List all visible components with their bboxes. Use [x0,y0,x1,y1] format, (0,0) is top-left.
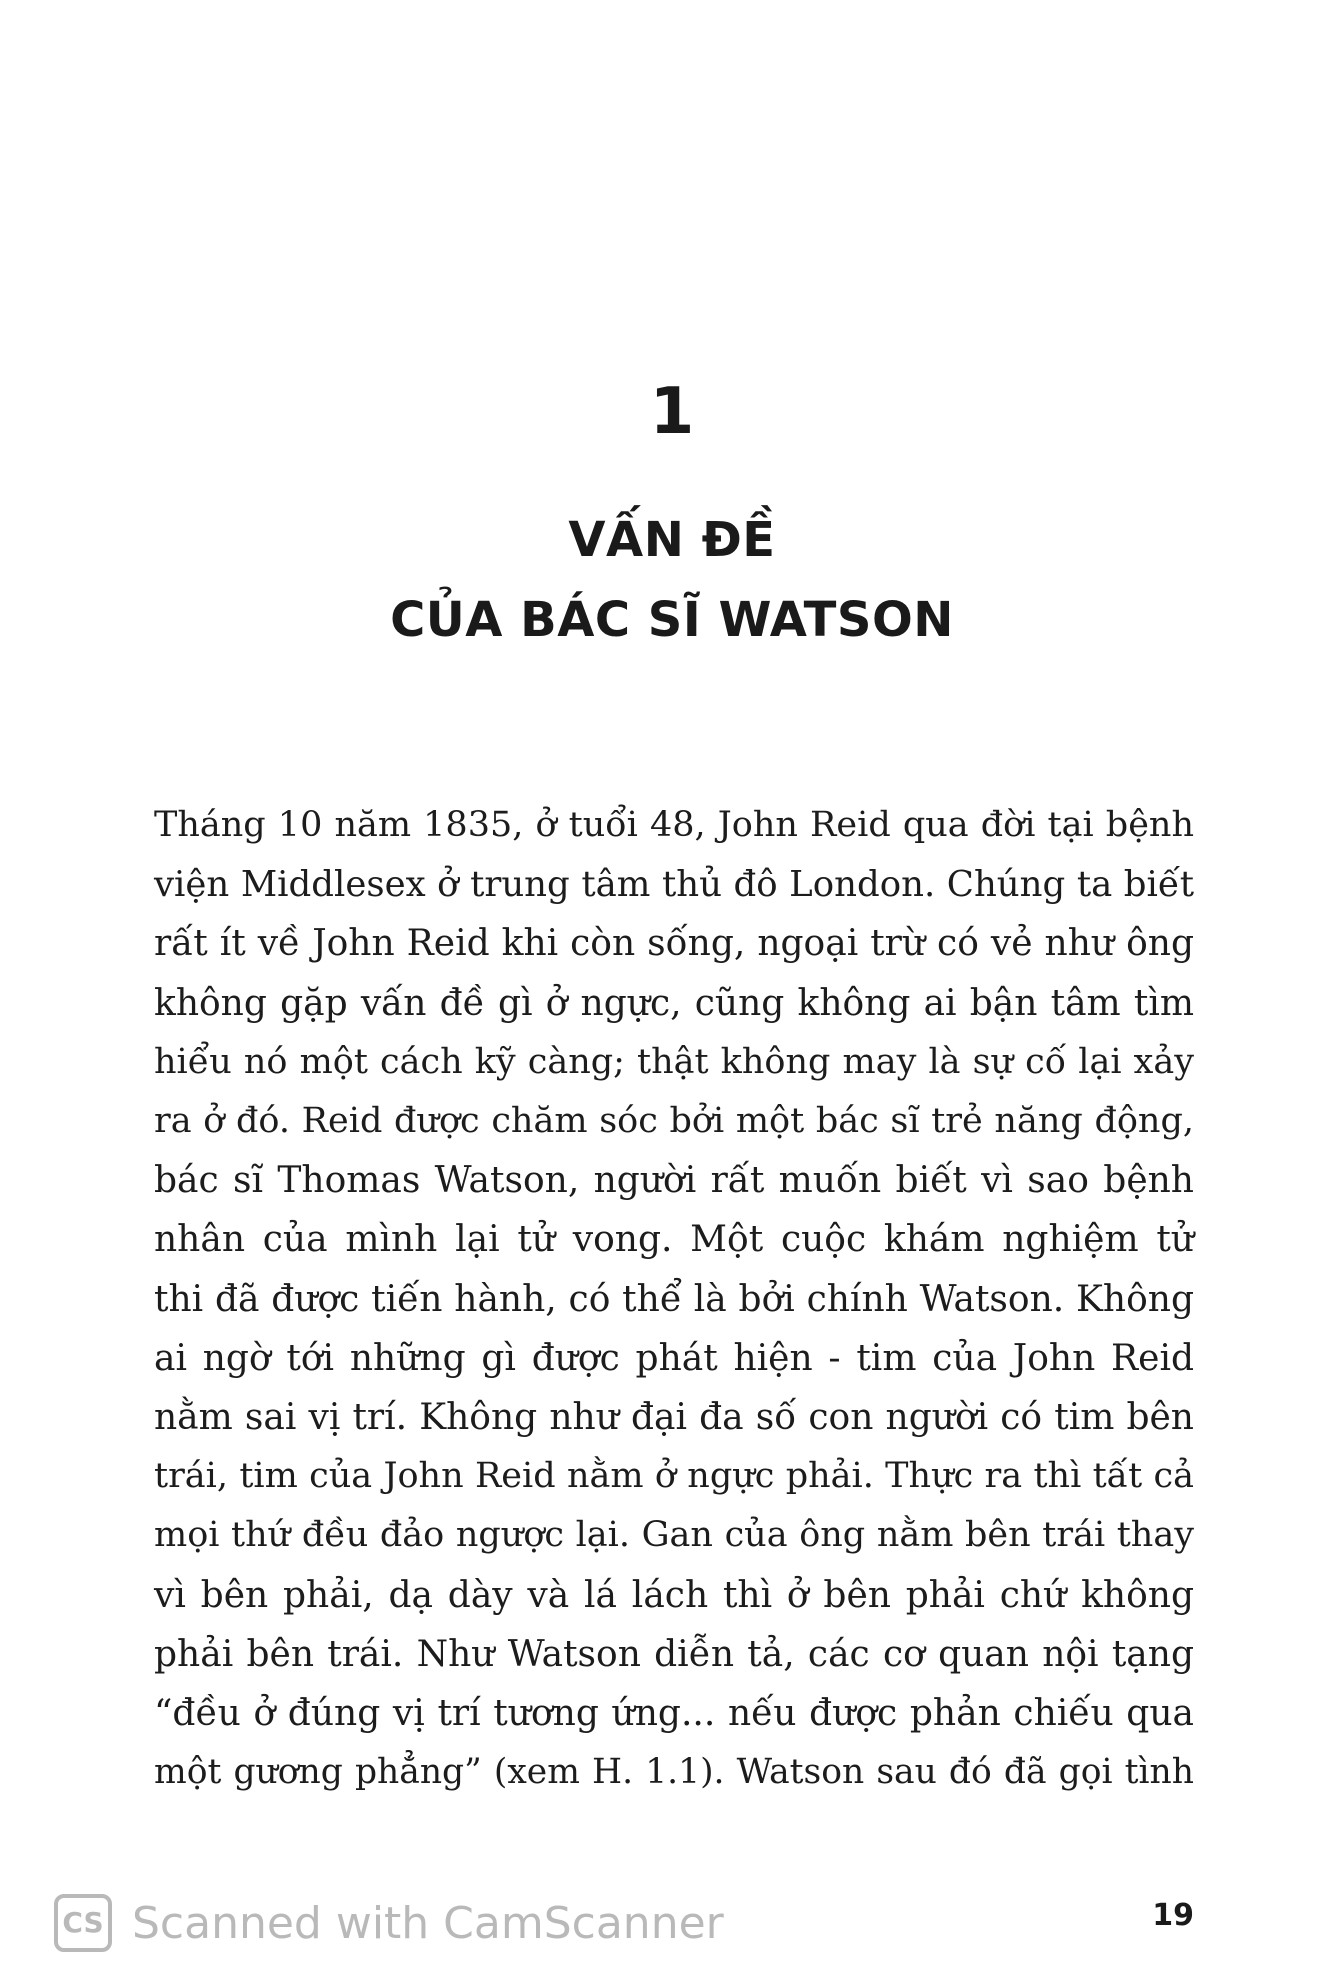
body-line: ra ở đó. Reid được chăm sóc bởi một bác sĩ trẻ năng động, [154,1101,1194,1142]
body-line: “đều ở đúng vị trí tương ứng... nếu được phản chiếu qua [154,1693,1194,1735]
body-paragraph [154,796,1194,1802]
body-line: ai ngờ tới những gì được phát hiện - tim của John Reid [154,1337,1194,1379]
chapter-title-line-2: CỦA BÁC SĨ WATSON [390,592,954,648]
body-line: phải bên trái. Như Watson diễn tả, các cơ quan nội tạng [154,1633,1194,1675]
chapter-title [0,500,1344,660]
body-line: nhân của mình lại tử vong. Một cuộc khám nghiệm tử [154,1219,1194,1261]
chapter-title-line-1: VẤN ĐỀ [568,512,776,568]
body-line: một gương phẳng” (xem H. 1.1). Watson sau đó đã gọi tình [154,1752,1194,1793]
body-line: không gặp vấn đề gì ở ngực, cũng không ai bận tâm tìm [154,982,1194,1024]
page-footer [0,1890,1344,1960]
body-line: rất ít về John Reid khi còn sống, ngoại trừ có vẻ như ông [154,923,1194,965]
camscanner-logo-icon: CS [54,1894,112,1952]
body-line: bác sĩ Thomas Watson, người rất muốn biết vì sao bệnh [154,1160,1194,1202]
body-line: viện Middlesex ở trung tâm thủ đô London. Chúng ta biết [154,864,1194,906]
scanner-watermark: Scanned with CamScanner [132,1898,724,1949]
body-line: thi đã được tiến hành, có thể là bởi chính Watson. Không [154,1278,1194,1320]
body-line: trái, tim của John Reid nằm ở ngực phải. Thực ra thì tất cả [154,1456,1194,1497]
body-line: Tháng 10 năm 1835, ở tuổi 48, John Reid qua đời tại bệnh [154,805,1194,845]
chapter-number: 1 [649,375,695,449]
body-line: hiểu nó một cách kỹ càng; thật không may là sự cố lại xảy [154,1041,1194,1082]
page-number: 19 [1152,1898,1194,1933]
body-line: vì bên phải, dạ dày và lá lách thì ở bên phải chứ không [154,1574,1194,1616]
body-line: mọi thứ đều đảo ngược lại. Gan của ông nằm bên trái thay [154,1515,1194,1556]
body-line: nằm sai vị trí. Không như đại đa số con người có tim bên [154,1397,1194,1439]
